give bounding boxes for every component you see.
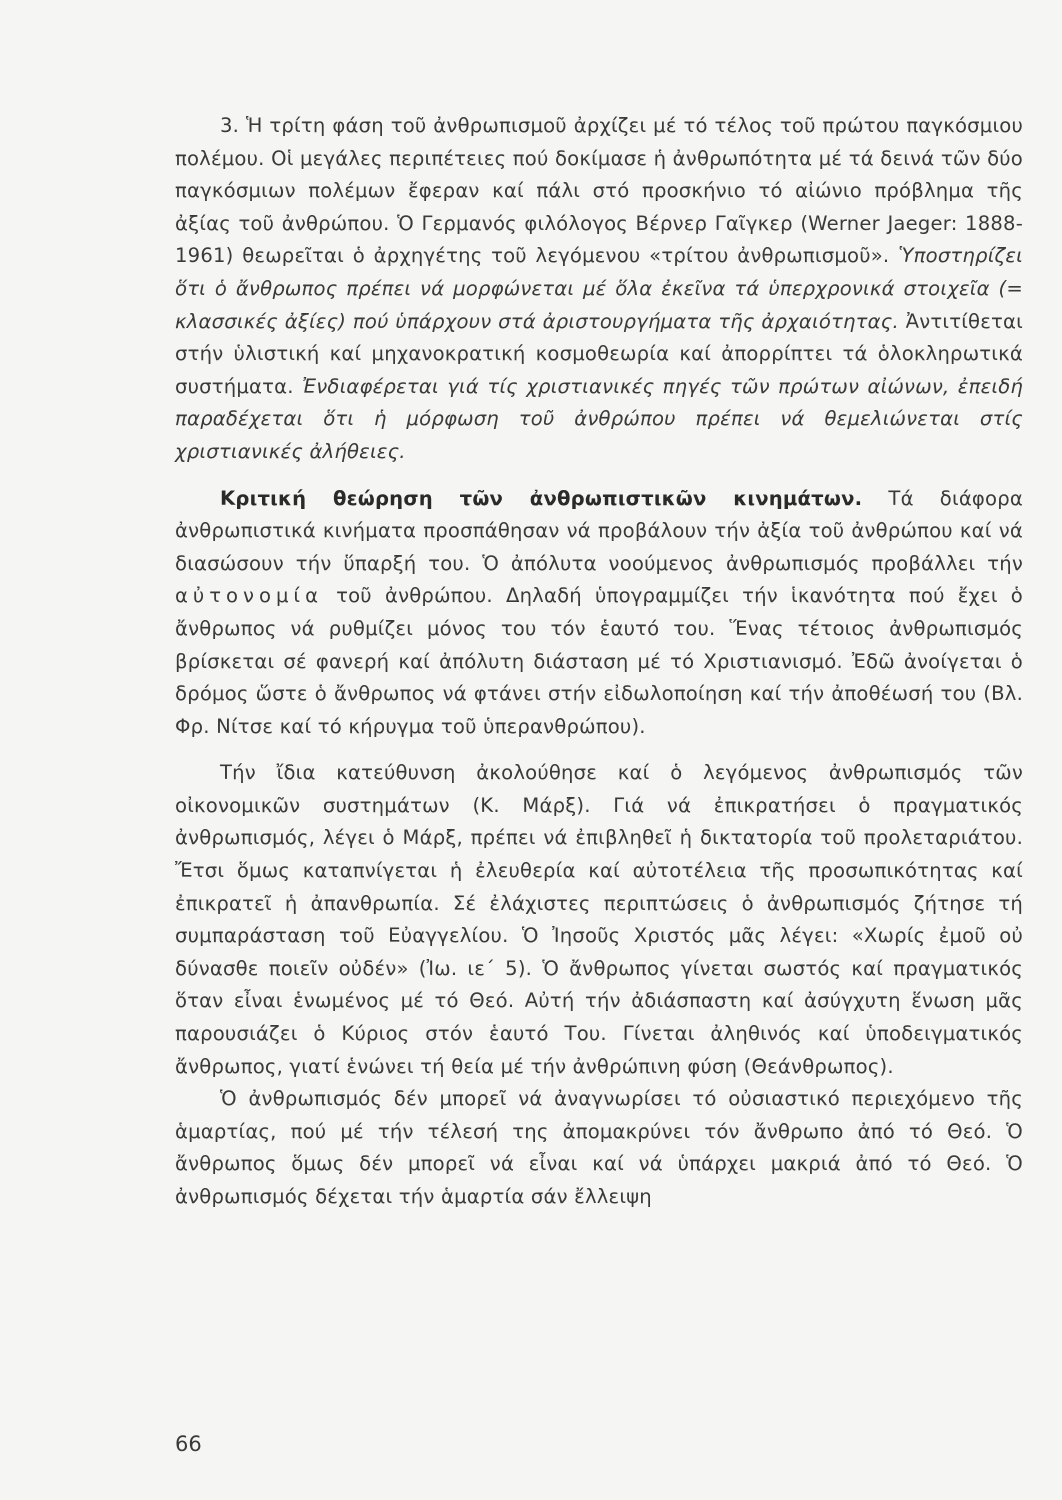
p2-sentence-2: τοῦ ἀνθρώπου. Δηλαδή ὑπογραμμίζει τήν ἱκανότητα πού ἔχει ὁ ἄνθρωπος νά ρυθμίζει μόνος του τόν ἑαυτό του. Ἕνας τέτοιος ἀνθρωπισμός βρίσκεται σέ φανερή καί ἀπόλυτη διάσταση μέ τό Χριστιανισμό. Ἐδῶ ἀνοίγεται ὁ δρόμος ὥστε ὁ ἄνθρωπος νά φτάνει στήν εἰδωλοποίηση καί τήν ἀποθέωσή του (Βλ. Φρ. Νίτσε καί τό κήρυγμα τοῦ ὑπερανθρώπου). [175,584,1023,738]
p1-italic-2: Ἐνδιαφέρεται γιά τίς χριστιανικές πηγές τῶν πρώτων αἰώνων, ἐπειδή παραδέχεται ὅτι ἡ μόρφωση τοῦ ἀνθρώπου πρέπει νά θεμελιώνεται στίς χριστιανικές ἀλήθειες. [175,374,1023,463]
p2-spaced-word: αὐτονομία [175,584,323,608]
page-number: 66 [175,1432,202,1456]
paragraph-economic-humanism: Τήν ἴδια κατεύθυνση ἀκολούθησε καί ὁ λεγόμενος ἀνθρωπισμός τῶν οἰκονομικῶν συστημάτων (Κ. Μάρξ). Γιά νά ἐπικρατήσει ὁ πραγματικός ἀνθρωπισμός, λέγει ὁ Μάρξ, πρέπει νά ἐπιβληθεῖ ἡ δικτατορία τοῦ προλεταριάτου. Ἔτσι ὅμως καταπνίγεται ἡ ἐλευθερία καί αὐτοτέλεια τῆς προσωπικότητας καί ἐπικρατεῖ ἡ ἀπανθρωπία. Σέ ἐλάχιστες περιπτώσεις ὁ ἀνθρωπισμός ζήτησε τή συμπαράσταση τοῦ Εὐαγγελίου. Ὁ Ἰησοῦς Χριστός μᾶς λέγει: «Χωρίς ἐμοῦ οὐ δύνασθε ποιεῖν οὐδέν» (Ἰω. ιε΄ 5). Ὁ ἄνθρωπος γίνεται σωστός καί πραγματικός ὅταν εἶναι ἑνωμένος μέ τό Θεό. Αὐτή τήν ἀδιάσπαστη καί ἀσύγχυτη ἕνωση μᾶς παρουσιάζει ὁ Κύριος στόν ἑαυτό Του. Γίνεται ἀληθινός καί ὑποδειγματικός ἄνθρωπος, γιατί ἑνώνει τή θεία μέ τήν ἀνθρώπινη φύση (Θεάνθρωπος). [175,761,1023,1078]
paragraph-sin: Ὁ ἀνθρωπισμός δέν μπορεῖ νά ἀναγνωρίσει τό οὐσιαστικό περιεχόμενο τῆς ἁμαρτίας, πού μέ τήν τέλεσή της ἀπομακρύνει τόν ἄνθρωπο ἀπό τό Θεό. Ὁ ἄνθρωπος ὅμως δέν μπορεῖ νά εἶναι καί νά ὑπάρχει μακριά ἀπό τό Θεό. Ὁ ἀνθρωπισμός δέχεται τήν ἁμαρτία σάν ἔλλειψη [175,1087,1023,1208]
paragraph-third-phase [175,110,1023,469]
p2-sentence-1: Τά διάφορα ἀνθρωπιστικά κινήματα προσπάθησαν νά προβάλουν τήν ἀξία τοῦ ἀνθρώπου καί νά διασώσουν τήν ὕπαρξή του. Ὁ ἀπόλυτα νοούμενος ἀνθρωπισμός προβάλλει τήν [175,486,1024,575]
body-text [175,110,1023,1214]
section-heading: Κριτική θεώρηση τῶν ἀνθρωπιστικῶν κινημάτων. [220,486,863,510]
p1-italic-1: Ὑποστηρίζει ὅτι ὁ ἄνθρωπος πρέπει νά μορφώνεται μέ ὅλα ἐκεῖνα τά ὑπερχρονικά στοιχεῖα (= κλασσικές ἀξίες) πού ὑπάρχουν στά ἀριστουργήματα τῆς ἀρχαιότητας. [175,244,1023,333]
p1-sentence-1: 3. Ἡ τρίτη φάση τοῦ ἀνθρωπισμοῦ ἀρχίζει μέ τό τέλος τοῦ πρώτου παγκόσμιου πολέμου. Οἱ μεγάλες περιπέτειες πού δοκίμασε ἡ ἀνθρωπότητα μέ τά δεινά τῶν δύο παγκόσμιων πολέμων ἔφεραν καί πάλι στό προσκήνιο τό αἰώνιο πρόβλημα τῆς ἀξίας τοῦ ἀνθρώπου. Ὁ Γερμανός φιλόλογος Βέρνερ Γαῖγκερ (Werner Jaeger: 1888-1961) θεωρεῖται ὁ ἀρχηγέτης τοῦ λεγόμενου «τρίτου ἀνθρωπισμοῦ». [175,114,1023,268]
p1-sentence-3: Ἀντιτίθεται στήν ὑλιστική καί μηχανοκρατική κοσμοθεωρία καί ἀπορρίπτει τά ὁλοκληρωτικά συστήματα. [175,309,1023,398]
paragraph-critique [175,483,1023,744]
